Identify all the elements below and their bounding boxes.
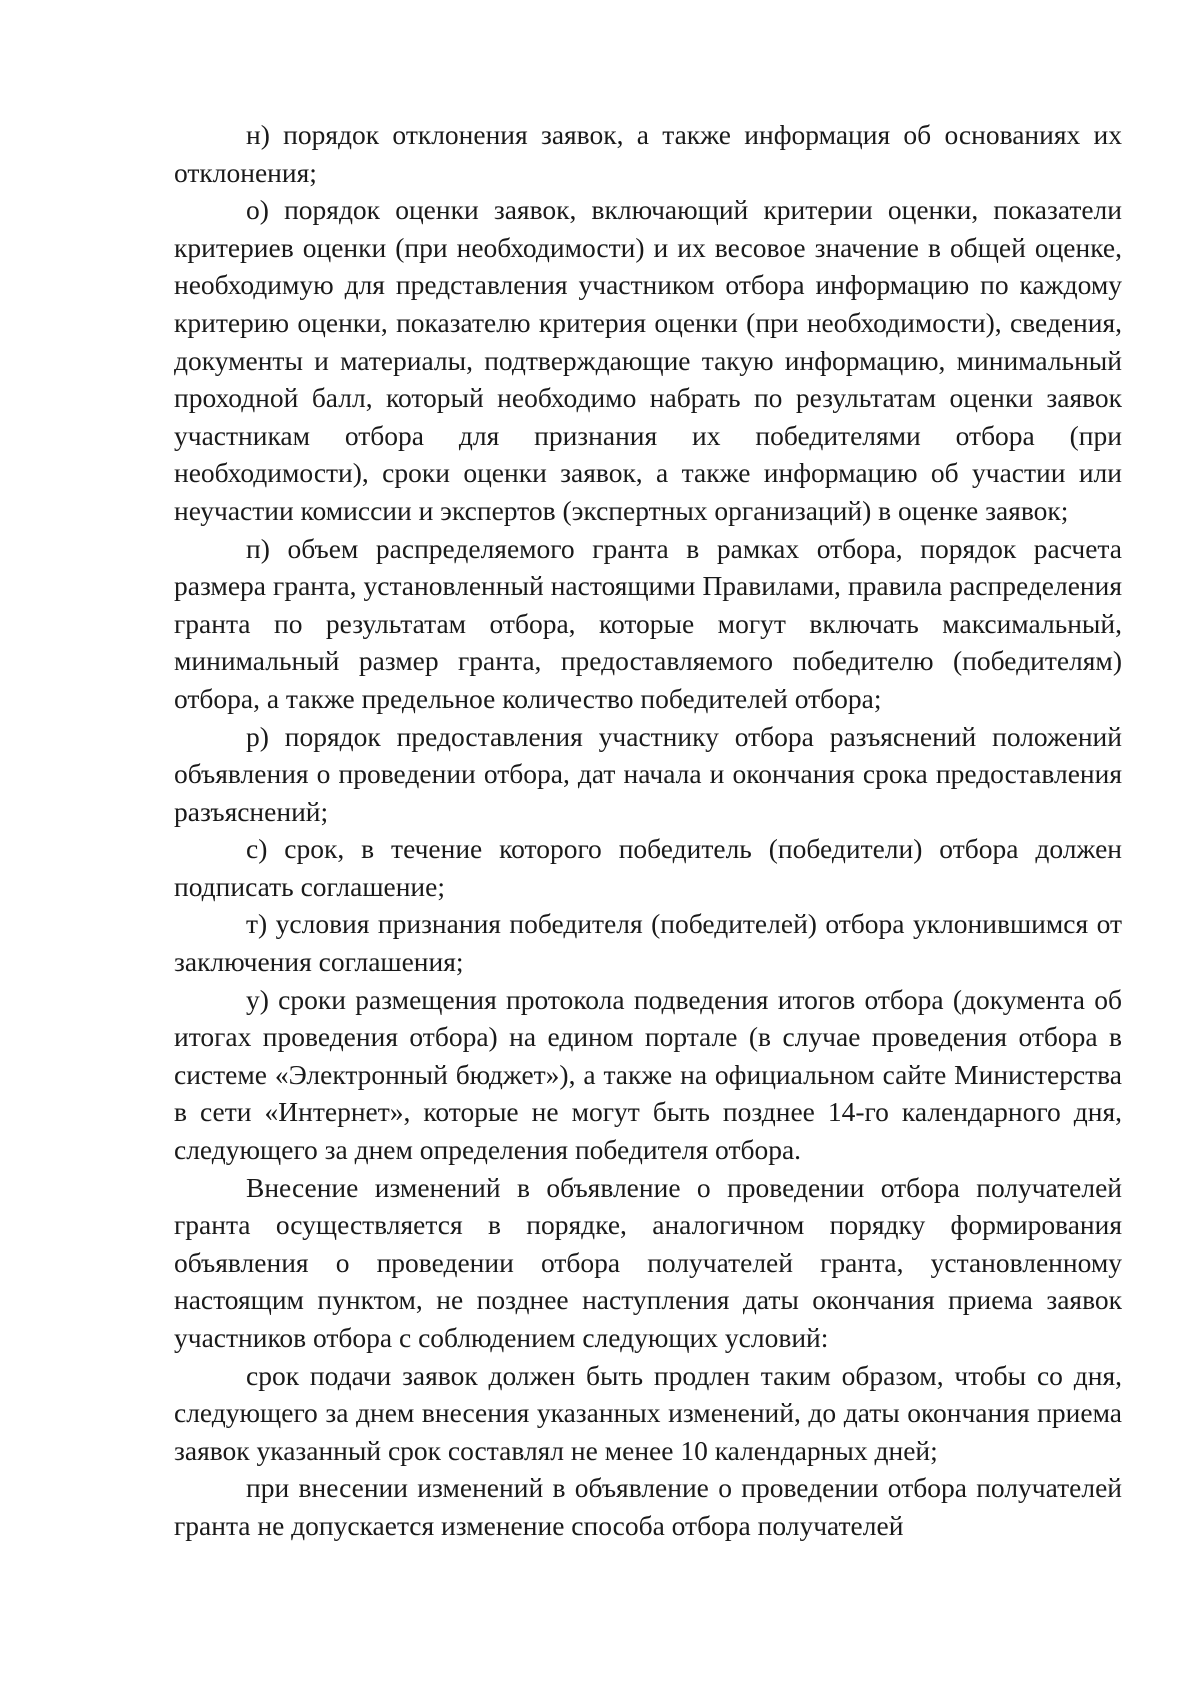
paragraph-condition-method: при внесении изменений в объявление о проведении отбора получателей гранта не допускается изменение способа отбора получателей [174,1472,1122,1541]
paragraph-item-r: р) порядок предоставления участнику отбора разъяснений положений объявления о проведении отбора, дат начала и окончания срока предоставления разъяснений; [174,720,1122,827]
paragraph-item-s: с) срок, в течение которого победитель (победители) отбора должен подписать соглашение; [174,833,1122,902]
paragraph-item-o: о) порядок оценки заявок, включающий критерии оценки, показатели критериев оценки (при необходимости) и их весовое значение в общей оценке, необходимую для представления участником отбора информацию по каждому критерию оценки, показателю критерия оценки (при необходимости), сведения, документы и материалы, подтверждающие такую информацию, минимальный проходной балл, который необходимо набрать по результатам оценки заявок участникам отбора для признания их победителями отбора (при необходимости), сроки оценки заявок, а также информацию об участии или неучастии комиссии и экспертов (экспертных организаций) в оценке заявок; [174,194,1122,526]
paragraph-item-n: н) порядок отклонения заявок, а также информация об основаниях их отклонения; [174,119,1122,188]
paragraph-amendments: Внесение изменений в объявление о проведении отбора получателей гранта осуществляется в порядке, аналогичном порядку формирования объявления о проведении отбора получателей гранта, установленному настоящим пунктом, не позднее наступления даты окончания приема заявок участников отбора с соблюдением следующих условий: [174,1171,1122,1353]
paragraph-item-u: у) сроки размещения протокола подведения итогов отбора (документа об итогах проведения отбора) на едином портале (в случае проведения отбора в системе «Электронный бюджет»), а также на официальном сайте Министерства в сети «Интернет», которые не могут быть позднее 14-го календарного дня, следующего за днем определения победителя отбора. [174,983,1122,1166]
paragraph-item-p: п) объем распределяемого гранта в рамках отбора, порядок расчета размера гранта, установленный настоящими Правилами, правила распределения гранта по результатам отбора, которые могут включать максимальный, минимальный размер гранта, предоставляемого победителю (победителям) отбора, а также предельное количество победителей отбора; [174,532,1122,714]
paragraph-condition-deadline: срок подачи заявок должен быть продлен таким образом, чтобы со дня, следующего за днем внесения указанных изменений, до даты окончания приема заявок указанный срок составлял не менее 10 календарных дней; [174,1359,1122,1466]
document-page [174,116,1122,1545]
paragraph-item-t: т) условия признания победителя (победителей) отбора уклонившимся от заключения соглашения; [174,908,1122,978]
